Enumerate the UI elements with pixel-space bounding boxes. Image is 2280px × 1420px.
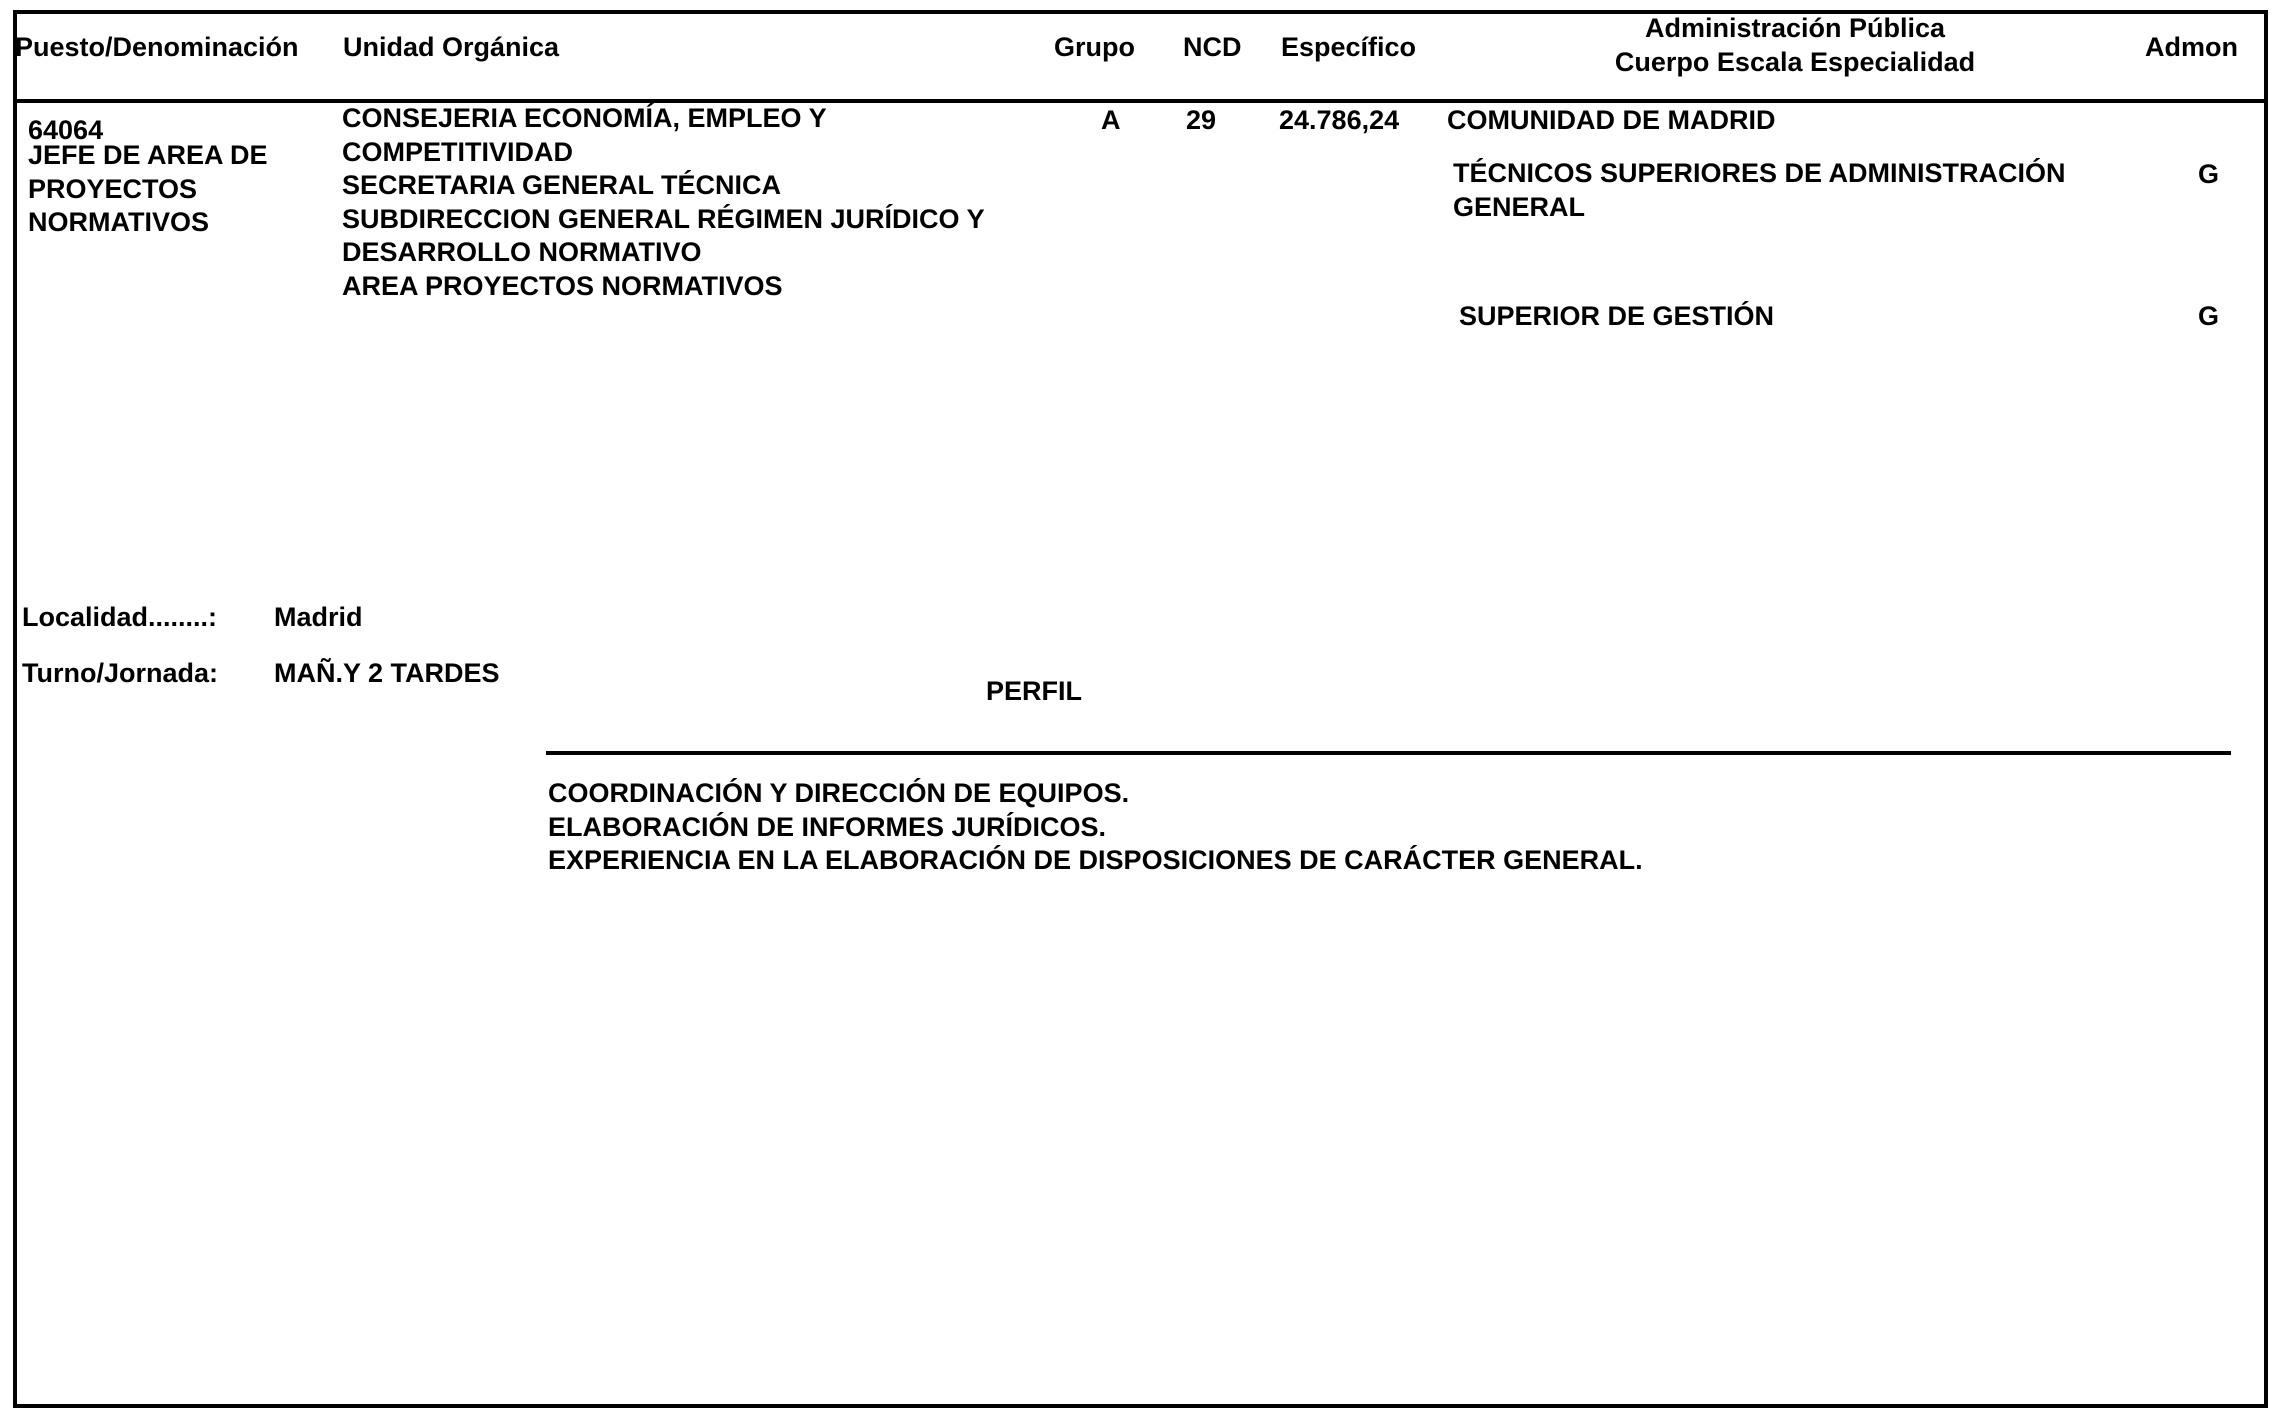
record-unidad-organica — [342, 102, 985, 303]
perfil-item: EXPERIENCIA EN LA ELABORACIÓN DE DISPOSICIONES DE CARÁCTER GENERAL. — [548, 845, 1643, 875]
unidad-line: COMPETITIVIDAD — [342, 136, 574, 167]
denominacion-line: NORMATIVOS — [28, 207, 209, 237]
record-ncd: 29 — [1186, 105, 1217, 135]
header-ncd: NCD — [1183, 32, 1242, 62]
denominacion-line: PROYECTOS — [28, 173, 198, 204]
cuerpo-line: TÉCNICOS SUPERIORES DE ADMINISTRACIÓN — [1453, 158, 2066, 188]
record-administracion: COMUNIDAD DE MADRID — [1447, 105, 1776, 135]
record-especifico: 24.786,24 — [1279, 105, 1400, 135]
unidad-line: CONSEJERIA ECONOMÍA, EMPLEO Y — [342, 103, 827, 133]
unidad-line: SECRETARIA GENERAL TÉCNICA — [342, 170, 782, 200]
cuerpo-line: GENERAL — [1453, 191, 1586, 222]
turno-value: MAÑ.Y 2 TARDES — [274, 658, 500, 688]
turno-label: Turno/Jornada: — [22, 658, 219, 688]
unidad-line: DESARROLLO NORMATIVO — [342, 237, 702, 267]
perfil-divider — [546, 751, 2231, 755]
header-puesto: Puesto/Denominación — [15, 32, 299, 62]
header-cuerpo-escala: Cuerpo Escala Especialidad — [1614, 47, 1976, 77]
record-grupo: A — [1101, 105, 1121, 135]
localidad-value: Madrid — [274, 602, 363, 632]
denominacion-line: JEFE DE AREA DE — [28, 140, 268, 170]
record-codigo: 64064 — [28, 115, 104, 145]
cuerpo-nombre — [1453, 157, 2066, 224]
header-unidad: Unidad Orgánica — [343, 32, 560, 62]
perfil-title: PERFIL — [986, 676, 1083, 706]
cuerpo-nombre: SUPERIOR DE GESTIÓN — [1459, 301, 1775, 331]
header-admon: Admon — [2145, 32, 2238, 62]
unidad-line: AREA PROYECTOS NORMATIVOS — [342, 270, 783, 301]
unidad-line: SUBDIRECCION GENERAL RÉGIMEN JURÍDICO Y — [342, 203, 985, 234]
header-grupo: Grupo — [1054, 32, 1135, 62]
cuerpo-admon: G — [2198, 301, 2220, 331]
perfil-items — [548, 777, 1643, 878]
perfil-item: COORDINACIÓN Y DIRECCIÓN DE EQUIPOS. — [548, 778, 1130, 808]
header-admin-publica: Administración Pública — [1644, 13, 1946, 43]
cuerpo-admon: G — [2198, 159, 2220, 189]
perfil-item: ELABORACIÓN DE INFORMES JURÍDICOS. — [548, 811, 1107, 842]
header-especifico: Específico — [1281, 32, 1417, 62]
record-denominacion — [28, 139, 268, 240]
localidad-label: Localidad........: — [22, 602, 218, 632]
